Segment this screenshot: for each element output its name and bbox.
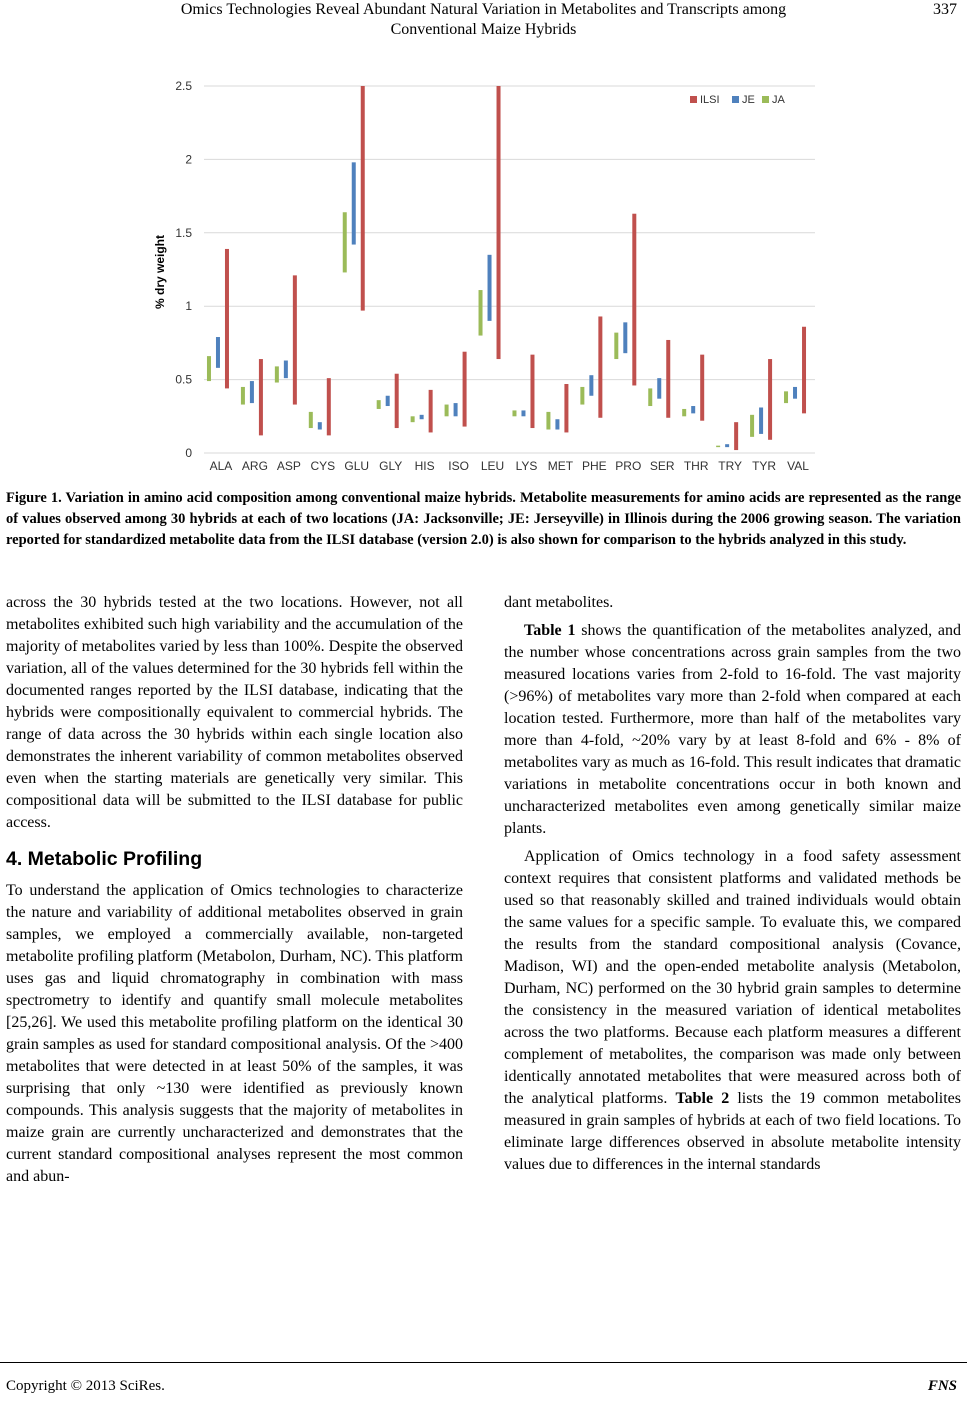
x-tick-label: PRO <box>615 459 642 472</box>
range-bar-je-cys <box>318 422 322 429</box>
range-bar-ilsi-leu <box>497 86 501 359</box>
range-bar-ilsi-lys <box>530 355 534 428</box>
range-bar-ja-pro <box>614 333 618 359</box>
table-reference: Table 1 <box>524 622 576 639</box>
journal-abbrev: FNS <box>927 1378 957 1394</box>
range-bar-ilsi-phe <box>598 316 602 417</box>
y-tick-label: 1.5 <box>175 225 192 240</box>
range-bar-ilsi-asp <box>293 275 297 404</box>
x-tick-label: ISO <box>448 459 469 472</box>
range-bar-ja-met <box>546 412 550 430</box>
running-title-line1: Omics Technologies Reveal Abundant Natural Variation in Metabolites and Transcripts among <box>180 1 787 18</box>
range-bar-ja-lys <box>512 410 516 416</box>
range-bar-ja-asp <box>275 366 279 382</box>
range-bar-je-phe <box>589 375 593 396</box>
y-tick-label: 0.5 <box>175 372 192 387</box>
x-tick-label: HIS <box>414 459 435 472</box>
range-bar-ja-his <box>411 416 415 422</box>
x-tick-label: GLU <box>344 459 370 472</box>
x-tick-label: CYS <box>310 459 336 472</box>
range-bar-ilsi-ala <box>225 249 229 388</box>
legend-label-ja: JA <box>772 94 785 106</box>
range-bar-ja-phe <box>580 387 584 405</box>
range-bar-je-iso <box>454 403 458 416</box>
x-tick-label: ASP <box>276 459 301 472</box>
range-bar-ilsi-gly <box>395 374 399 428</box>
footer-rule <box>0 1362 967 1363</box>
range-bar-ilsi-met <box>564 384 568 432</box>
right-column <box>504 592 961 1182</box>
range-bar-ja-thr <box>682 409 686 416</box>
legend-label-ilsi: ILSI <box>700 94 720 106</box>
range-bar-ilsi-ser <box>666 340 670 418</box>
range-bar-ja-val <box>784 391 788 403</box>
range-bar-je-met <box>555 419 559 429</box>
running-title-line2: Conventional Maize Hybrids <box>390 21 577 38</box>
legend-label-je: JE <box>742 94 755 106</box>
amino-acid-range-chart <box>150 72 820 472</box>
range-bar-je-pro <box>623 322 627 353</box>
range-bar-je-val <box>793 387 797 399</box>
table-reference: Table 2 <box>675 1090 730 1107</box>
range-bar-ja-ala <box>207 356 211 381</box>
x-tick-label: ALA <box>209 459 233 472</box>
x-tick-label: ARG <box>241 459 268 472</box>
range-bar-ja-cys <box>309 412 313 428</box>
range-bar-ja-arg <box>241 387 245 405</box>
figure-label: Figure 1. <box>6 490 62 506</box>
range-bar-ja-glu <box>343 212 347 272</box>
range-bar-je-tyr <box>759 407 763 433</box>
range-bar-ja-leu <box>479 290 483 336</box>
page-number: 337 <box>933 1 957 18</box>
range-bar-ilsi-val <box>802 327 806 414</box>
x-tick-label: THR <box>683 459 709 472</box>
x-tick-label: TYR <box>752 459 777 472</box>
range-bar-je-his <box>420 415 424 419</box>
range-bar-je-gly <box>386 396 390 406</box>
range-bar-ilsi-glu <box>361 86 365 311</box>
range-bar-ilsi-thr <box>700 355 704 421</box>
y-tick-label: 0 <box>185 446 192 460</box>
x-tick-label: SER <box>649 459 675 472</box>
x-tick-label: PHE <box>582 459 607 472</box>
figure-caption-text: Variation in amino acid composition among conventional maize hybrids. Metabolite measurements for amino acids are represented as the range of values observed among 30 hybrids at each of two locations (JA: Jacksonville; JE: Jerseyville) in Illinois during the 2006 growing season. The variation reported for standardized metabolite data from the ILSI database (version 2.0) is also shown for comparison to the hybrids analyzed in this study. <box>6 490 962 548</box>
range-bar-je-arg <box>250 381 254 403</box>
y-tick-label: 2.5 <box>175 79 192 93</box>
y-axis-ticks <box>175 79 192 460</box>
paragraph: Table 1 shows the quantification of the metabolites analyzed, and the number whose concentrations across grain samples from the two measured locations varies from 2-fold to 16-fold. The vast majority (>96%) of metabolites vary more than 2-fold when compared at each location tested. Furthermore, more than half of the metabolites vary more than 4-fold, ~20% vary by at least 8-fold and 6% - 8% of metabolites vary as much as 16-fold. This result indicates that dramatic variations in metabolite concentrations occur in both known and uncharacterized metabolites even among genetically similar maize plants. <box>504 622 961 837</box>
paragraph: To understand the application of Omics technologies to characterize the nature and variability of additional metabolites observed in grain samples, we employed a commercially available, non-targeted metabolite profiling platform (Metabolon, Durham, NC). This platform uses gas and liquid chromatography in combination with mass spectrometry to identify and quantify small molecule metabolites [25,26]. We used this metabolite profiling platform on the identical 30 grain samples as used for standard compositional analysis. Of the >400 metabolites that were detected in at least 50% of the samples, it was surprising that only ~130 were identified as previously known compounds. This analysis suggests that the majority of metabolites in maize grain are currently uncharacterized and demonstrates that the current standard compositional analyses represent the most common and abun- <box>6 882 463 1185</box>
range-bar-je-ala <box>216 337 220 368</box>
range-bar-je-glu <box>352 162 356 244</box>
range-bar-ja-tyr <box>750 415 754 437</box>
x-tick-label: MET <box>547 459 574 472</box>
range-bars <box>207 86 806 450</box>
range-bar-je-asp <box>284 361 288 379</box>
legend-swatch-ja <box>762 96 769 103</box>
range-bar-ilsi-cys <box>327 378 331 435</box>
x-tick-label: TRY <box>718 459 743 472</box>
range-bar-je-lys <box>521 410 525 416</box>
paragraph: Application of Omics technology in a food safety assessment context requires that consistent platforms and validated methods be used so that reasonably skilled and trained individuals would obtain the same values for a specific sample. To evaluate this, we compared the results from the standard compositional analysis (Covance, Madison, WI) and the open-ended metabolite analysis (Metabolon, Durham, NC) performed on the 30 hybrid grain samples to determine the consistency in the measured variation of identical metabolites across the two platforms. Because each platform measures a different complement of metabolites, the comparison was made only between identically annotated metabolites that were measured across both of the analytical platforms. Table 2 lists the 19 common metabolites measured in grain samples of hybrids at each of two field locations. To eliminate large differences observed in absolute metabolite intensity values due to differences in the internal standards <box>504 848 961 1173</box>
left-column <box>6 592 463 1194</box>
range-bar-ilsi-tyr <box>768 359 772 440</box>
range-bar-ilsi-his <box>429 390 433 433</box>
legend-swatch-ilsi <box>690 96 697 103</box>
y-tick-label: 1 <box>185 299 192 314</box>
x-tick-label: GLY <box>379 459 403 472</box>
y-axis-label: % dry weight <box>153 234 167 310</box>
legend-swatch-je <box>732 96 739 103</box>
range-bar-ilsi-try <box>734 422 738 450</box>
x-tick-label: LEU <box>480 459 505 472</box>
paragraph: dant metabolites. <box>504 594 614 611</box>
chart-legend <box>690 94 786 106</box>
range-bar-ja-try <box>716 446 720 447</box>
range-bar-je-try <box>725 444 729 447</box>
x-tick-label: LYS <box>515 459 538 472</box>
paragraph: across the 30 hybrids tested at the two locations. However, not all metabolites exhibited such high variability and the accumulation of the majority of metabolites varied by less than 100%. Despite the observed variation, all of the values determined for the 30 hybrids fell within the documented ranges reported by the ILSI database, indicating that the hybrids were compositionally equivalent to commercial hybrids. The range of data across the 30 hybrids within each single location also demonstrates the inherent variability of common metabolites observed even when the starting materials are genetically very similar. This compositional data will be submitted to the ILSI database for public access. <box>6 594 463 831</box>
range-bar-ja-iso <box>445 405 449 417</box>
range-bar-je-ser <box>657 378 661 399</box>
range-bar-ja-ser <box>648 388 652 406</box>
range-bar-ilsi-iso <box>463 352 467 427</box>
x-tick-label: VAL <box>787 459 809 472</box>
range-bar-ilsi-pro <box>632 214 636 386</box>
range-bar-ja-gly <box>377 400 381 409</box>
copyright: Copyright © 2013 SciRes. <box>6 1378 165 1394</box>
range-bar-je-leu <box>488 255 492 321</box>
range-bar-ilsi-arg <box>259 359 263 435</box>
figure-caption <box>6 488 961 551</box>
y-tick-label: 2 <box>185 152 192 167</box>
range-bar-je-thr <box>691 406 695 413</box>
x-axis-ticks <box>210 459 810 472</box>
page-header <box>0 0 967 44</box>
section-heading: 4. Metabolic Profiling <box>6 848 203 870</box>
